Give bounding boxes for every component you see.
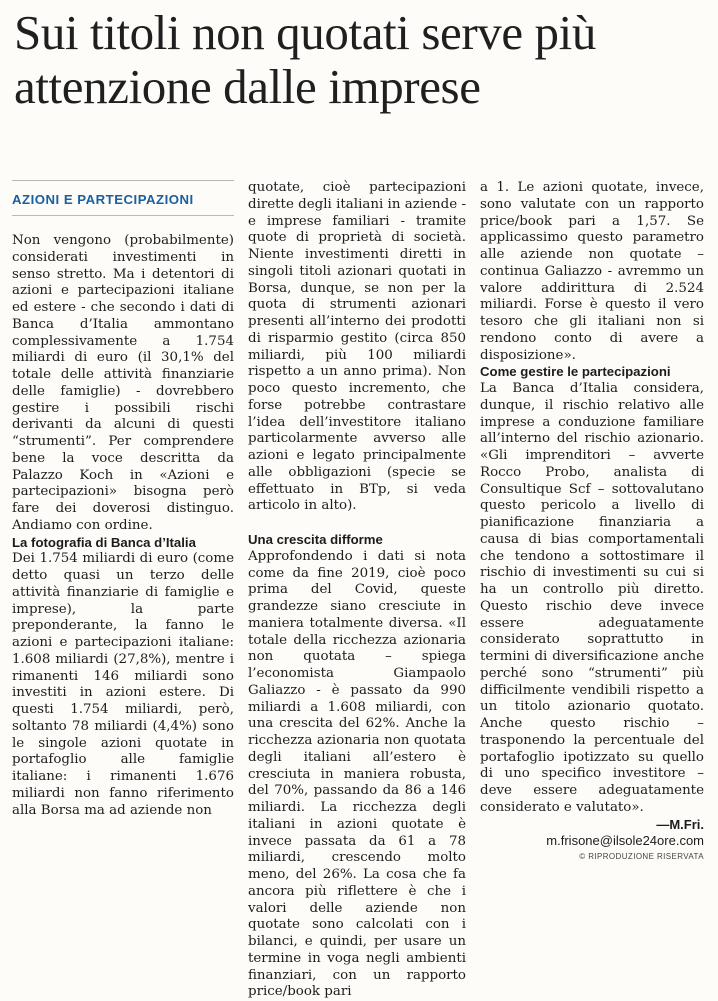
copyright-notice: © RIPRODUZIONE RISERVATA [579,852,704,862]
intro-paragraph: Non vengono (probabilmente) considerati investimenti in senso stretto. Ma i detentori di azioni e partecipazioni italiane ed estere - che secondo i dati di Banca d’Italia ammontano complessivamente a 1.754 miliardi di euro (il 30,1% del totale delle attività finanziarie delle famiglie) - dovrebbero gestire i possibili rischi derivanti da alcuni di questi “strumenti”. Per comprendere bene la voce descritta da Palazzo Koch in «Azioni e partecipazioni» bisogna però fare dei doverosi distinguo. Andiamo con ordine. [12,233,234,533]
column-2 [248,180,466,1001]
kicker-box [12,180,234,216]
section-1-text-continued: quotate, cioè partecipazioni dirette degli italiani in aziende - e imprese familiari - tramite quote di proprietà di società. Niente investimenti diretti in singoli titoli azionari quotati in Borsa, dunque, se non per la quota di strumenti azionari presenti all’interno dei prodotti di risparmio gestito (circa 850 miliardi, più 100 miliardi rispetto a un anno prima). Non poco questo incremento, che forse potrebbe contrastare l’idea dell’investitore italiano particolarmente avverso alle azioni e legato principalmente alle obbligazioni (specie se effettuato in BTp, si veda articolo in alto). [248,180,466,514]
section-3-title: Come gestire le partecipazioni [480,364,671,380]
section-2-text-a: Approfondendo i dati si nota come da fine 2019, cioè poco prima del Covid, queste grandezze siano cresciute in maniera totalmente diversa. «Il totale della ricchezza azionaria non quotata – spiega l’economista Giampaolo Galiazzo - è passato da 990 miliardi a 1.608 miliardi, con una crescita del 62%. Anche la ricchezza azionaria non quotata degli italiani all’estero è cresciuta in maniera robusta, del 70%, passando da 86 a 146 miliardi. La ricchezza degli italiani in azioni quotate è invece passata da 61 a 78 miliardi, crescendo molto meno, del 26%. La cosa che fa ancora più riflettere è che i valori delle aziende non quotate sono calcolati con i bilanci, e quindi, per usare un termine in voga negli ambienti finanziari, con un rapporto price/book pari [248,548,466,1000]
kicker: AZIONI E PARTECIPAZIONI [12,192,194,207]
author-signature: —M.Fri. [656,816,704,832]
headline: Sui titoli non quotati serve più attenzione dalle imprese [14,5,596,114]
section-2-text-b: a 1. Le azioni quotate, invece, sono valutate con un rapporto price/book pari a 1,57. Se applicassimo questo parametro alle aziende non quotate – continua Galiazzo - avremmo un valore addirittura di 2.524 miliardi. Forse è questo il vero tesoro che gli italiani non si rendono conto di avere a disposizione». [480,180,704,363]
section-1-text: Dei 1.754 miliardi di euro (come detto quasi un terzo delle attività finanziarie di famiglie e imprese), la parte preponderante, la fanno le azioni e partecipazioni italiane: 1.608 miliardi (27,8%), mentre i rimanenti 146 miliardi sono investiti in azioni estere. Di questi 1.754 miliardi, però, soltanto 78 miliardi (4,4%) sono le singole azioni quotate in portafoglio alle famiglie italiane: i rimanenti 1.676 miliardi non fanno riferimento alla Borsa ma ad aziende non [12,551,234,818]
column-1 [12,180,234,819]
column-3 [480,180,704,866]
section-1-title: La fotografia di Banca d’Italia [12,534,196,550]
section-3-text: La Banca d’Italia considera, dunque, il rischio relativo alle imprese a conduzione familiare all’interno del rischio azionario. «Gli imprenditori – avverte Rocco Probo, analista di Consultique Scf – sottovalutano questo pericolo a livello di pianificazione finanziaria a causa di bias comportamentali che tendono a sottostimare il rischio di investimenti su cui si ha un controllo più diretto. Questo rischio deve invece essere adeguatamente considerato soprattutto in termini di diversificazione anche perché sono “strumenti” più difficilmente vendibili rispetto a un titolo azionario quotato. Anche questo rischio – trasponendo la percentuale del portafoglio ipotizzato su quello di uno specifico investitore – deve essere adeguatamente considerato e valutato». [480,381,704,815]
section-2-title: Una crescita difforme [248,532,383,547]
author-email: m.frisone@ilsole24ore.com [546,833,704,849]
